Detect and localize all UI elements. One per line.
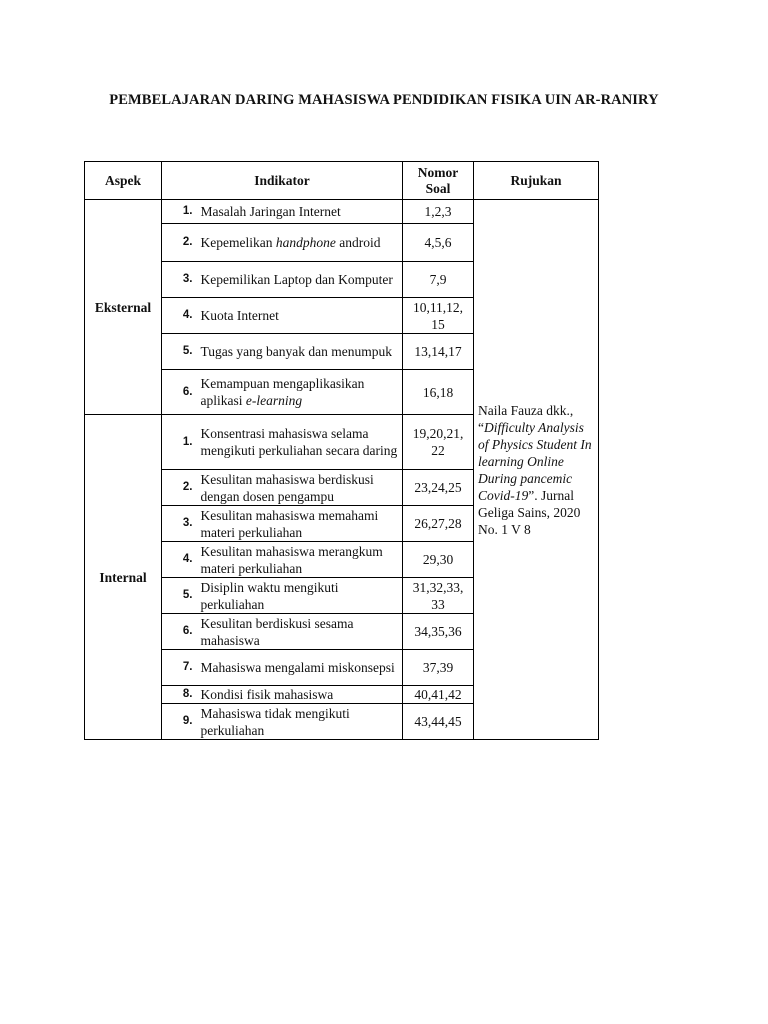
header-nomor-soal [403,162,474,200]
indikator-number: 2. [162,470,197,506]
indikator-number: 3. [162,506,197,542]
indikator-text: Kuota Internet [197,298,403,334]
nomor-soal-cell: 40,41,42 [403,686,474,704]
indikator-number: 3. [162,262,197,298]
indikator-text: Kesulitan berdiskusi sesama mahasiswa [197,614,403,650]
nomor-soal-cell: 31,32,33, 33 [403,578,474,614]
table-row [85,200,599,224]
header-indikator: Indikator [162,162,403,200]
nomor-soal-cell: 19,20,21, 22 [403,415,474,470]
header-nomor-line2: Soal [425,180,451,196]
nomor-soal-cell: 43,44,45 [403,704,474,740]
rujukan-author: Naila Fauza dkk., [478,402,574,418]
rujukan-title: Difficulty Analysis of Physics Student In learning Online During pancemic Covid-19 [478,419,592,503]
aspek-cell: Eksternal [85,200,162,415]
header-rujukan: Rujukan [474,162,599,200]
nomor-soal-cell: 23,24,25 [403,470,474,506]
nomor-soal-cell: 10,11,12, 15 [403,298,474,334]
indikator-number: 1. [162,200,197,224]
aspek-cell: Internal [85,415,162,740]
nomor-soal-cell: 13,14,17 [403,334,474,370]
nomor-soal-cell: 16,18 [403,370,474,415]
indikator-number: 6. [162,370,197,415]
indikator-italic: e-learning [245,393,303,408]
indikator-number: 1. [162,415,197,470]
header-aspek: Aspek [85,162,162,200]
indikator-text: Konsentrasi mahasiswa selama mengikuti perkuliahan secara daring [197,415,403,470]
header-row [85,162,599,200]
indikator-italic: handphone [275,235,336,250]
indikator-text: Kesulitan mahasiswa merangkum materi perkuliahan [197,542,403,578]
nomor-soal-cell: 1,2,3 [403,200,474,224]
nomor-soal-cell: 7,9 [403,262,474,298]
nomor-soal-cell: 4,5,6 [403,224,474,262]
nomor-soal-cell: 29,30 [403,542,474,578]
indikator-number: 9. [162,704,197,740]
indikator-text: Masalah Jaringan Internet [197,200,403,224]
indikator-number: 4. [162,542,197,578]
indikator-number: 6. [162,614,197,650]
indikator-text: Kondisi fisik mahasiswa [197,686,403,704]
indikator-text: Mahasiswa mengalami miskonsepsi [197,650,403,686]
indikator-text: Mahasiswa tidak mengikuti perkuliahan [197,704,403,740]
indikator-text: Tugas yang banyak dan menumpuk [197,334,403,370]
indicator-table [84,161,599,740]
indikator-text: Kesulitan mahasiswa memahami materi perkuliahan [197,506,403,542]
indikator-number: 8. [162,686,197,704]
indikator-text: Kepemelikan handphone android [197,224,403,262]
document-title: PEMBELAJARAN DARING MAHASISWA PENDIDIKAN FISIKA UIN AR-RANIRY [109,92,659,108]
rujukan-cell [474,200,599,740]
rujukan-quote-close: ”. [528,487,541,503]
indikator-number: 5. [162,578,197,614]
indikator-text: Kepemilikan Laptop dan Komputer [197,262,403,298]
indikator-number: 5. [162,334,197,370]
indikator-number: 2. [162,224,197,262]
indikator-text: Kemampuan mengaplikasikan aplikasi e-learning [197,370,403,415]
indikator-text: Kesulitan mahasiswa berdiskusi dengan dosen pengampu [197,470,403,506]
nomor-soal-cell: 34,35,36 [403,614,474,650]
rujukan-quote-open: “ [478,419,484,435]
nomor-soal-cell: 26,27,28 [403,506,474,542]
header-nomor-line1: Nomor [417,164,459,180]
indikator-text: Disiplin waktu mengikuti perkuliahan [197,578,403,614]
indikator-number: 4. [162,298,197,334]
rujukan-journal: Jurnal Geliga Sains, 2020 No. 1 V 8 [478,487,581,537]
indikator-number: 7. [162,650,197,686]
nomor-soal-cell: 37,39 [403,650,474,686]
